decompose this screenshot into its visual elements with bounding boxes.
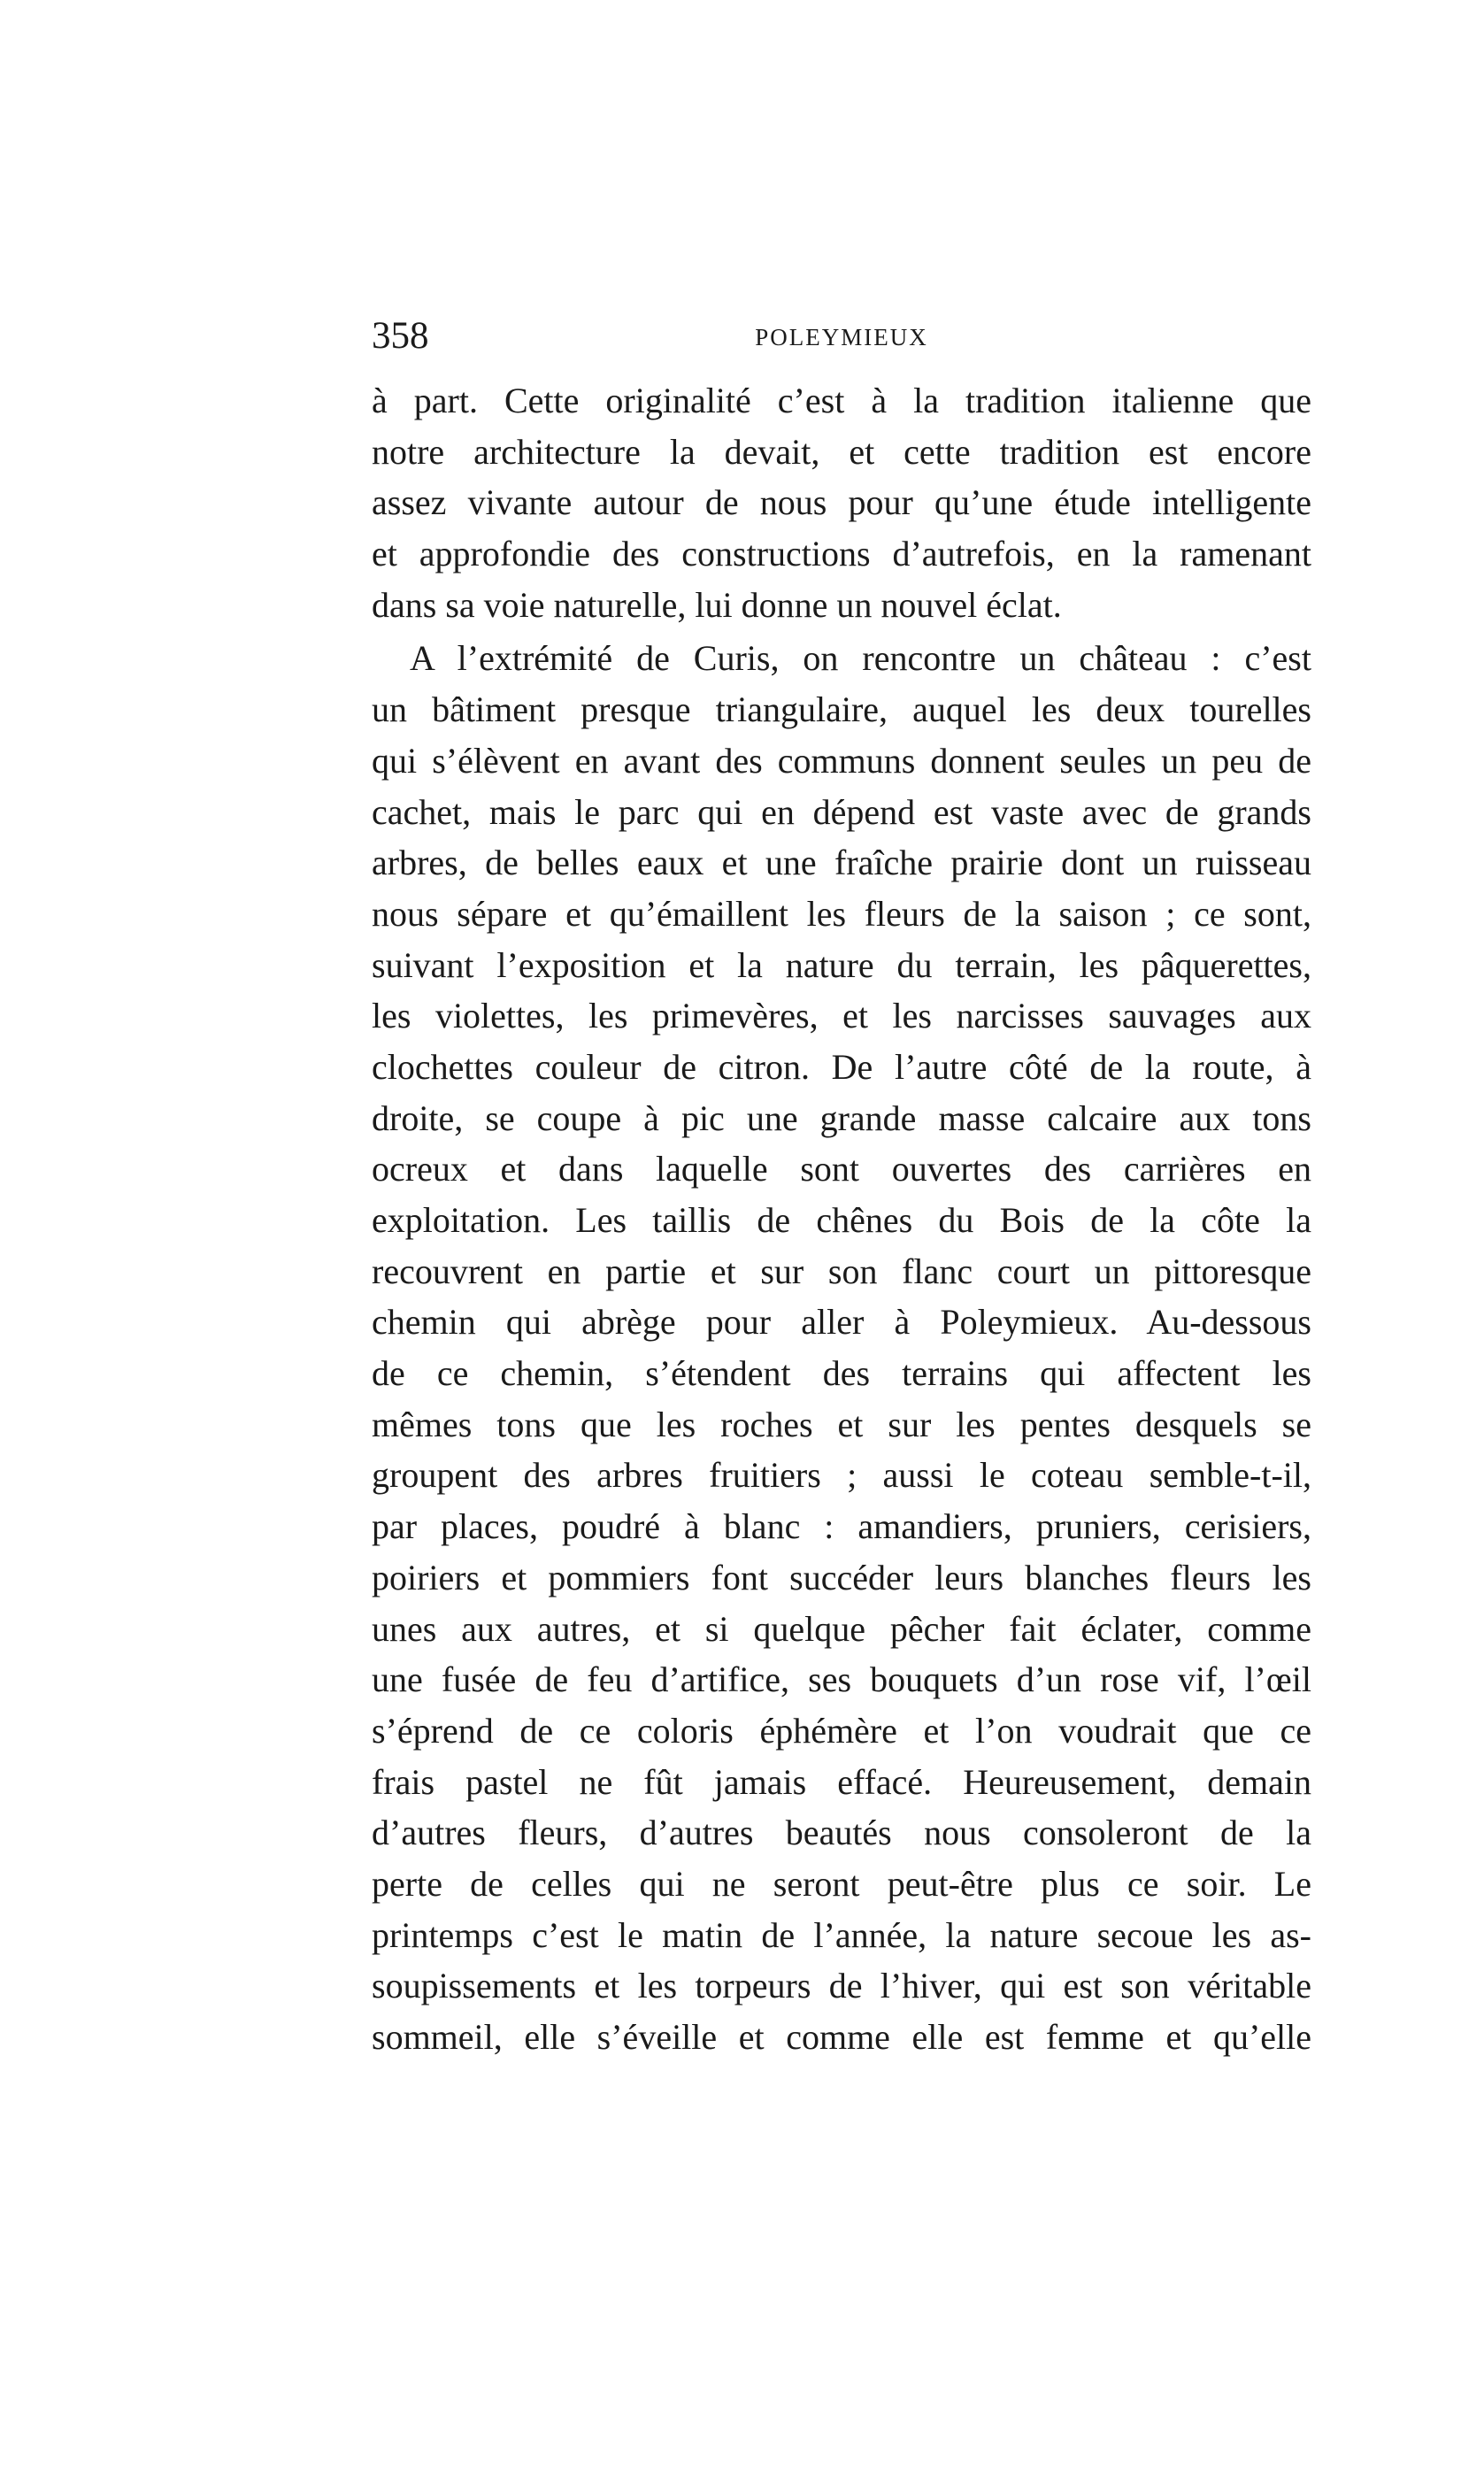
text-line: droite, se coupe à pic une grande masse calcaire aux tons xyxy=(372,1097,1311,1138)
text-line: par places, poudré à blanc : amandiers, pruniers, cerisiers, xyxy=(372,1506,1311,1547)
page-header xyxy=(372,314,1311,358)
text-line: soupissements et les torpeurs de l’hiver, qui est son véritable xyxy=(372,1966,1311,2006)
text-line: exploitation. Les taillis de chênes du Bois de la côte la xyxy=(372,1200,1311,1240)
text-line: suivant l’exposition et la nature du terrain, les pâquerettes, xyxy=(372,944,1311,985)
text-line: printemps c’est le matin de l’année, la nature secoue les as- xyxy=(372,1914,1311,1955)
text-line: de ce chemin, s’étendent des terrains qui affectent les xyxy=(372,1353,1311,1394)
text-line: un bâtiment presque triangulaire, auquel les deux tourelles xyxy=(372,689,1311,730)
running-head: POLEYMIEUX xyxy=(755,324,928,350)
text-line: qui s’élèvent en avant des communs donnent seules un peu de xyxy=(372,740,1311,781)
page-number: 358 xyxy=(372,315,429,357)
text-line: d’autres fleurs, d’autres beautés nous consoleront de la xyxy=(372,1813,1311,1853)
text-line: A l’extrémité de Curis, on rencontre un château : c’est xyxy=(410,638,1311,679)
text-line: poiriers et pommiers font succéder leurs blanches fleurs les xyxy=(372,1557,1311,1597)
text-line: clochettes couleur de citron. De l’autre côté de la route, à xyxy=(372,1046,1311,1087)
text-line: nous sépare et qu’émaillent les fleurs de la saison ; ce sont, xyxy=(372,893,1311,934)
text-line: notre architecture la devait, et cette tradition est encore xyxy=(372,431,1311,472)
text-line: dans sa voie naturelle, lui donne un nouvel éclat. xyxy=(372,584,1062,625)
text-line: sommeil, elle s’éveille et comme elle est femme et qu’elle xyxy=(372,2017,1311,2057)
text-line: mêmes tons que les roches et sur les pentes desquels se xyxy=(372,1404,1311,1444)
text-line: cachet, mais le parc qui en dépend est vaste avec de grands xyxy=(372,791,1311,832)
text-line: frais pastel ne fût jamais effacé. Heureusement, demain xyxy=(372,1761,1311,1802)
paragraph-2 xyxy=(372,633,1311,2062)
text-line: unes aux autres, et si quelque pêcher fait éclater, comme xyxy=(372,1608,1311,1649)
body-text xyxy=(372,375,1311,2063)
text-line: et approfondie des constructions d’autrefois, en la ramenant xyxy=(372,534,1311,574)
text-line: recouvrent en partie et sur son flanc court un pittoresque xyxy=(372,1251,1311,1291)
text-line: perte de celles qui ne seront peut-être plus ce soir. Le xyxy=(372,1863,1311,1904)
text-line: assez vivante autour de nous pour qu’une étude intelligente xyxy=(372,482,1311,523)
text-line: arbres, de belles eaux et une fraîche prairie dont un ruisseau xyxy=(372,843,1311,883)
text-line: groupent des arbres fruitiers ; aussi le coteau semble-t-il, xyxy=(372,1455,1311,1496)
text-line: les violettes, les primevères, et les narcisses sauvages aux xyxy=(372,996,1311,1036)
text-line: s’éprend de ce coloris éphémère et l’on voudrait que ce xyxy=(372,1710,1311,1751)
paragraph-1 xyxy=(372,375,1311,630)
text-line: ocreux et dans laquelle sont ouvertes des carrières en xyxy=(372,1149,1311,1189)
text-line: chemin qui abrège pour aller à Poleymieux. Au-dessous xyxy=(372,1302,1311,1343)
text-line: à part. Cette originalité c’est à la tradition italienne que xyxy=(372,381,1311,420)
text-line: une fusée de feu d’artifice, ses bouquets d’un rose vif, l’œil xyxy=(372,1659,1311,1700)
